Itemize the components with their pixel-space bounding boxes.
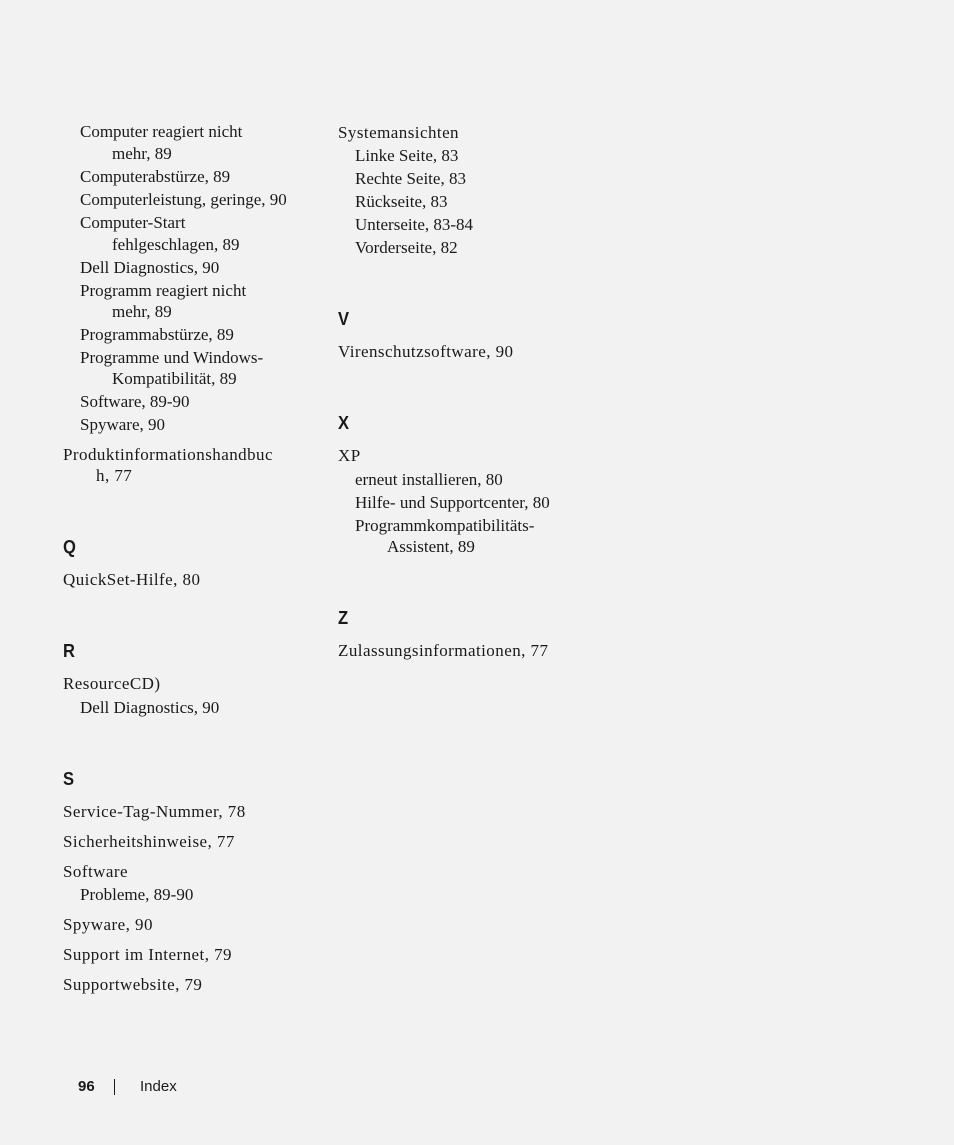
index-entry: Dell Diagnostics, 90 — [80, 258, 220, 277]
index-entry: Linke Seite, 83 — [355, 146, 459, 165]
section-heading-r: R — [63, 641, 75, 661]
index-entry: Spyware, 90 — [80, 415, 165, 434]
index-entry: XP — [338, 446, 361, 465]
index-entry: Support im Internet, 79 — [63, 945, 232, 964]
index-entry: Spyware, 90 — [63, 915, 153, 934]
index-entry: Computer-Start — [80, 213, 186, 232]
index-entry: erneut installieren, 80 — [355, 470, 503, 489]
index-entry: Produktinformationshandbuc — [63, 445, 274, 464]
index-entry: Hilfe- und Supportcenter, 80 — [355, 493, 550, 512]
section-heading-s: S — [63, 769, 75, 789]
index-entry-continuation: Assistent, 89 — [387, 537, 475, 556]
index-entry: Programm reagiert nicht — [80, 281, 247, 300]
index-entry: Virenschutzsoftware, 90 — [338, 342, 514, 361]
index-entry-continuation: mehr, 89 — [112, 144, 172, 163]
index-entry: Software — [63, 862, 128, 881]
index-entry-continuation: h, 77 — [96, 466, 133, 485]
index-entry: Programmabstürze, 89 — [80, 325, 234, 344]
index-entry: Zulassungsinformationen, 77 — [338, 641, 549, 660]
index-entry: Service-Tag-Nummer, 78 — [63, 802, 246, 821]
section-heading-q: Q — [63, 537, 76, 557]
index-entry: Computerleistung, geringe, 90 — [80, 190, 287, 209]
index-entry: Rechte Seite, 83 — [355, 169, 466, 188]
index-entry-continuation: Kompatibilität, 89 — [112, 369, 237, 388]
index-entry-continuation: fehlgeschlagen, 89 — [112, 235, 240, 254]
footer-section-label: Index — [140, 1078, 177, 1095]
footer-divider — [114, 1079, 115, 1095]
index-entry: Dell Diagnostics, 90 — [80, 698, 220, 717]
index-entry: Programmkompatibilitäts- — [355, 516, 535, 535]
index-entry: Programme und Windows- — [80, 348, 264, 367]
index-entry: Supportwebsite, 79 — [63, 975, 203, 994]
index-entry: QuickSet-Hilfe, 80 — [63, 570, 201, 589]
index-entry: Software, 89-90 — [80, 392, 190, 411]
index-entry: Unterseite, 83-84 — [355, 215, 474, 234]
index-entry-continuation: mehr, 89 — [112, 302, 172, 321]
index-entry: Vorderseite, 82 — [355, 238, 458, 257]
section-heading-z: Z — [338, 608, 349, 628]
index-entry: Systemansichten — [338, 123, 460, 142]
index-entry: Computerabstürze, 89 — [80, 167, 231, 186]
section-heading-v: V — [338, 309, 350, 329]
section-heading-x: X — [338, 413, 350, 433]
index-entry: Computer reagiert nicht — [80, 122, 243, 141]
index-entry: Rückseite, 83 — [355, 192, 448, 211]
index-entry: Probleme, 89-90 — [80, 885, 194, 904]
page-number: 96 — [78, 1078, 95, 1095]
index-entry: ResourceCD) — [63, 674, 161, 693]
index-entry: Sicherheitshinweise, 77 — [63, 832, 235, 851]
